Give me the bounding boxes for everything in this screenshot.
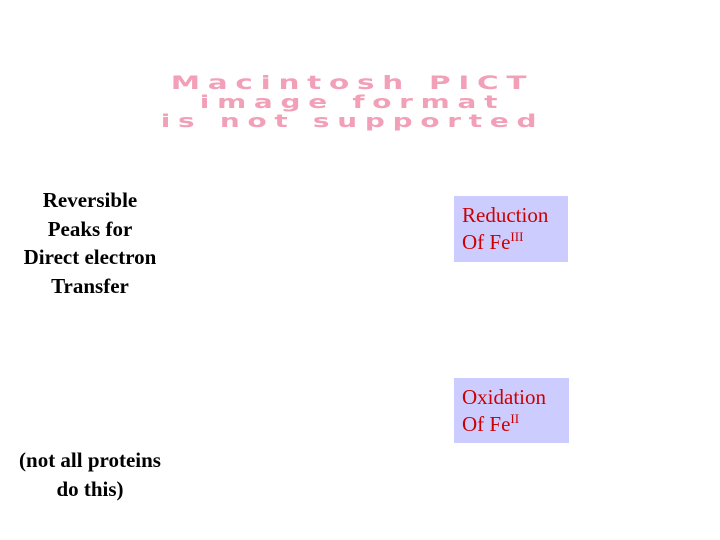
placeholder-line-3: is not supported <box>160 111 545 132</box>
reversible-peaks-caption <box>5 186 175 300</box>
oxidation-label-box <box>454 378 569 443</box>
note-line-1: (not all proteins <box>19 448 161 472</box>
reduction-label: Reduction <box>462 203 549 227</box>
oxidation-label: Oxidation <box>462 385 546 409</box>
reduction-label-box <box>454 196 568 262</box>
reduction-oxidation-state: III <box>510 229 524 244</box>
caption-line-3: Direct electron <box>23 245 157 269</box>
reduction-species-prefix: Of Fe <box>462 230 511 254</box>
placeholder-line-1: Macintosh PICT <box>170 72 535 94</box>
oxidation-species-prefix: Of Fe <box>462 412 511 436</box>
caption-line-4: Transfer <box>51 273 129 298</box>
placeholder-line-2: image format <box>199 92 506 113</box>
oxidation-oxidation-state: II <box>510 411 520 426</box>
proteins-note-caption <box>0 446 180 503</box>
caption-line-2: Peaks for <box>47 216 133 241</box>
unsupported-image-placeholder <box>80 72 625 132</box>
caption-line-1: Reversible <box>42 188 138 212</box>
note-line-2: do this) <box>56 476 124 501</box>
oxidation-species <box>462 411 565 438</box>
reduction-species <box>462 229 564 256</box>
